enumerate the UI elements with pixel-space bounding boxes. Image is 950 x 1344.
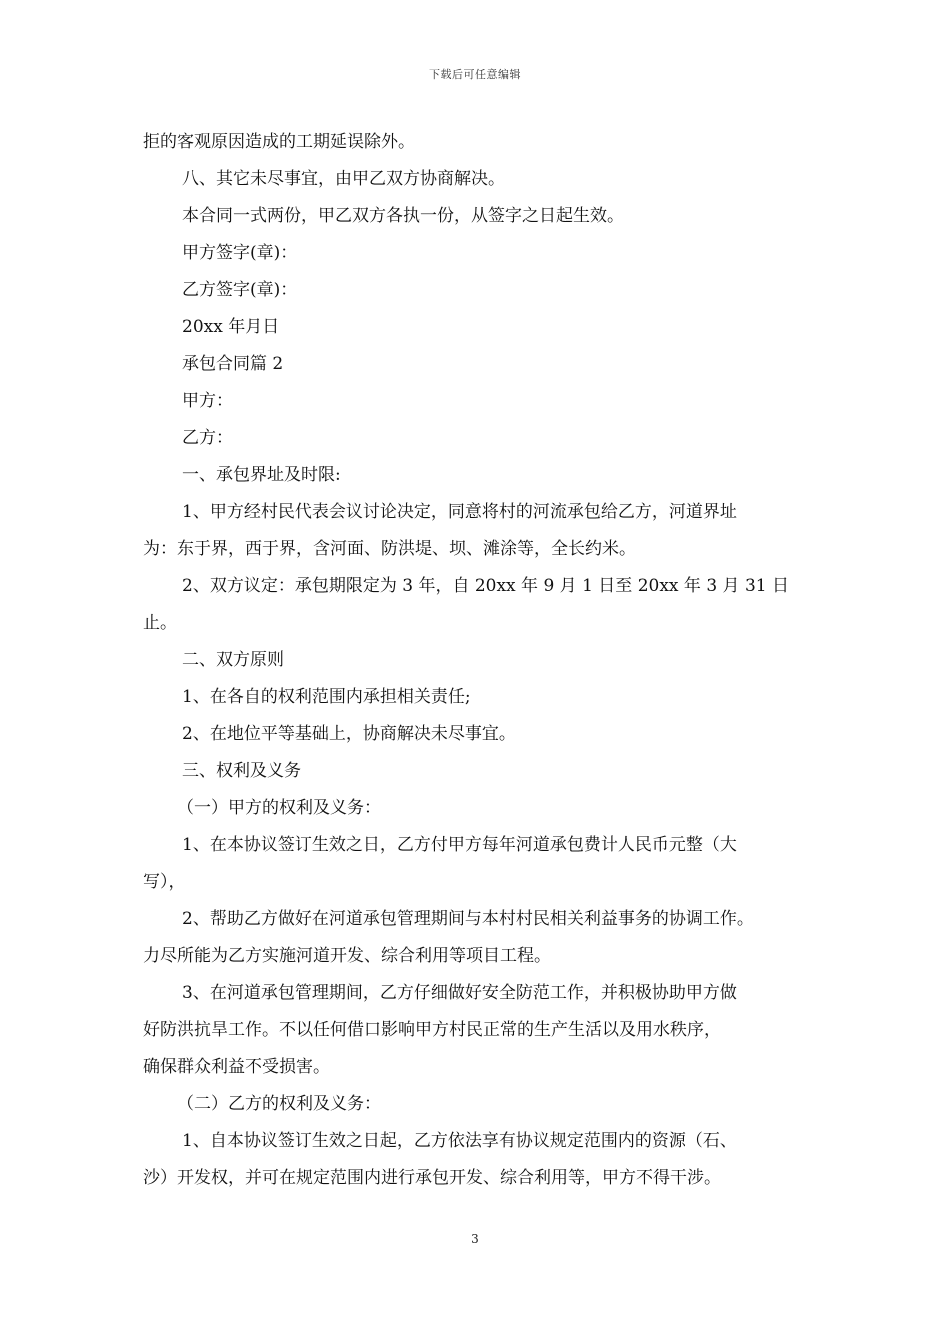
paragraph-line: 1、在各自的权利范围内承担相关责任; — [182, 687, 471, 707]
document-body — [143, 124, 811, 1197]
paragraph-line: 甲方签字(章)： — [182, 243, 298, 263]
paragraph-line: 拒的客观原因造成的工期延误除外。 — [143, 132, 415, 152]
paragraph-line: （二）乙方的权利及义务： — [177, 1094, 381, 1114]
paragraph-line: 沙）开发权，并可在规定范围内进行承包开发、综合利用等，甲方不得干涉。 — [143, 1168, 721, 1188]
paragraph-line: 2、在地位平等基础上，协商解决未尽事宜。 — [182, 724, 516, 744]
paragraph-line: 确保群众利益不受损害。 — [143, 1057, 330, 1077]
paragraph-line: 八、其它未尽事宜，由甲乙双方协商解决。 — [182, 169, 505, 189]
paragraph-line: 3、在河道承包管理期间，乙方仔细做好安全防范工作，并积极协助甲方做 — [182, 983, 737, 1003]
paragraph-line: 承包合同篇 2 — [182, 354, 284, 374]
paragraph-line: 乙方： — [182, 428, 233, 448]
paragraph-line: 1、在本协议签订生效之日，乙方付甲方每年河道承包费计人民币元整（大 — [182, 835, 737, 855]
page-number: 3 — [471, 1232, 479, 1246]
paragraph-line: （一）甲方的权利及义务： — [177, 798, 381, 818]
page-header: 下载后可任意编辑 — [429, 68, 521, 81]
paragraph-line: 一、承包界址及时限: — [182, 465, 341, 485]
paragraph-line: 止。 — [143, 613, 177, 633]
paragraph-line: 甲方： — [182, 391, 233, 411]
paragraph-line: 为：东于界，西于界，含河面、防洪堤、坝、滩涂等，全长约米。 — [143, 539, 636, 559]
paragraph-line: 2、双方议定：承包期限定为 3 年，自 20xx 年 9 月 1 日至 20xx 年 3 月 31 日 — [182, 576, 789, 596]
paragraph-line: 本合同一式两份，甲乙双方各执一份，从签字之日起生效。 — [182, 206, 624, 226]
paragraph-line: 20xx 年月日 — [182, 317, 280, 337]
paragraph-line: 1、甲方经村民代表会议讨论决定，同意将村的河流承包给乙方，河道界址 — [182, 502, 737, 522]
paragraph-line: 好防洪抗旱工作。不以任何借口影响甲方村民正常的生产生活以及用水秩序， — [143, 1020, 721, 1040]
paragraph-line: 写）， — [143, 872, 186, 892]
paragraph-line: 力尽所能为乙方实施河道开发、综合利用等项目工程。 — [143, 946, 551, 966]
paragraph-line: 2、帮助乙方做好在河道承包管理期间与本村村民相关利益事务的协调工作。 — [182, 909, 754, 929]
paragraph-line: 三、权利及义务 — [182, 761, 301, 781]
paragraph-line: 1、自本协议签订生效之日起，乙方依法享有协议规定范围内的资源（石、 — [182, 1131, 737, 1151]
paragraph-line: 乙方签字(章)： — [182, 280, 298, 300]
paragraph-line: 二、双方原则 — [182, 650, 284, 670]
